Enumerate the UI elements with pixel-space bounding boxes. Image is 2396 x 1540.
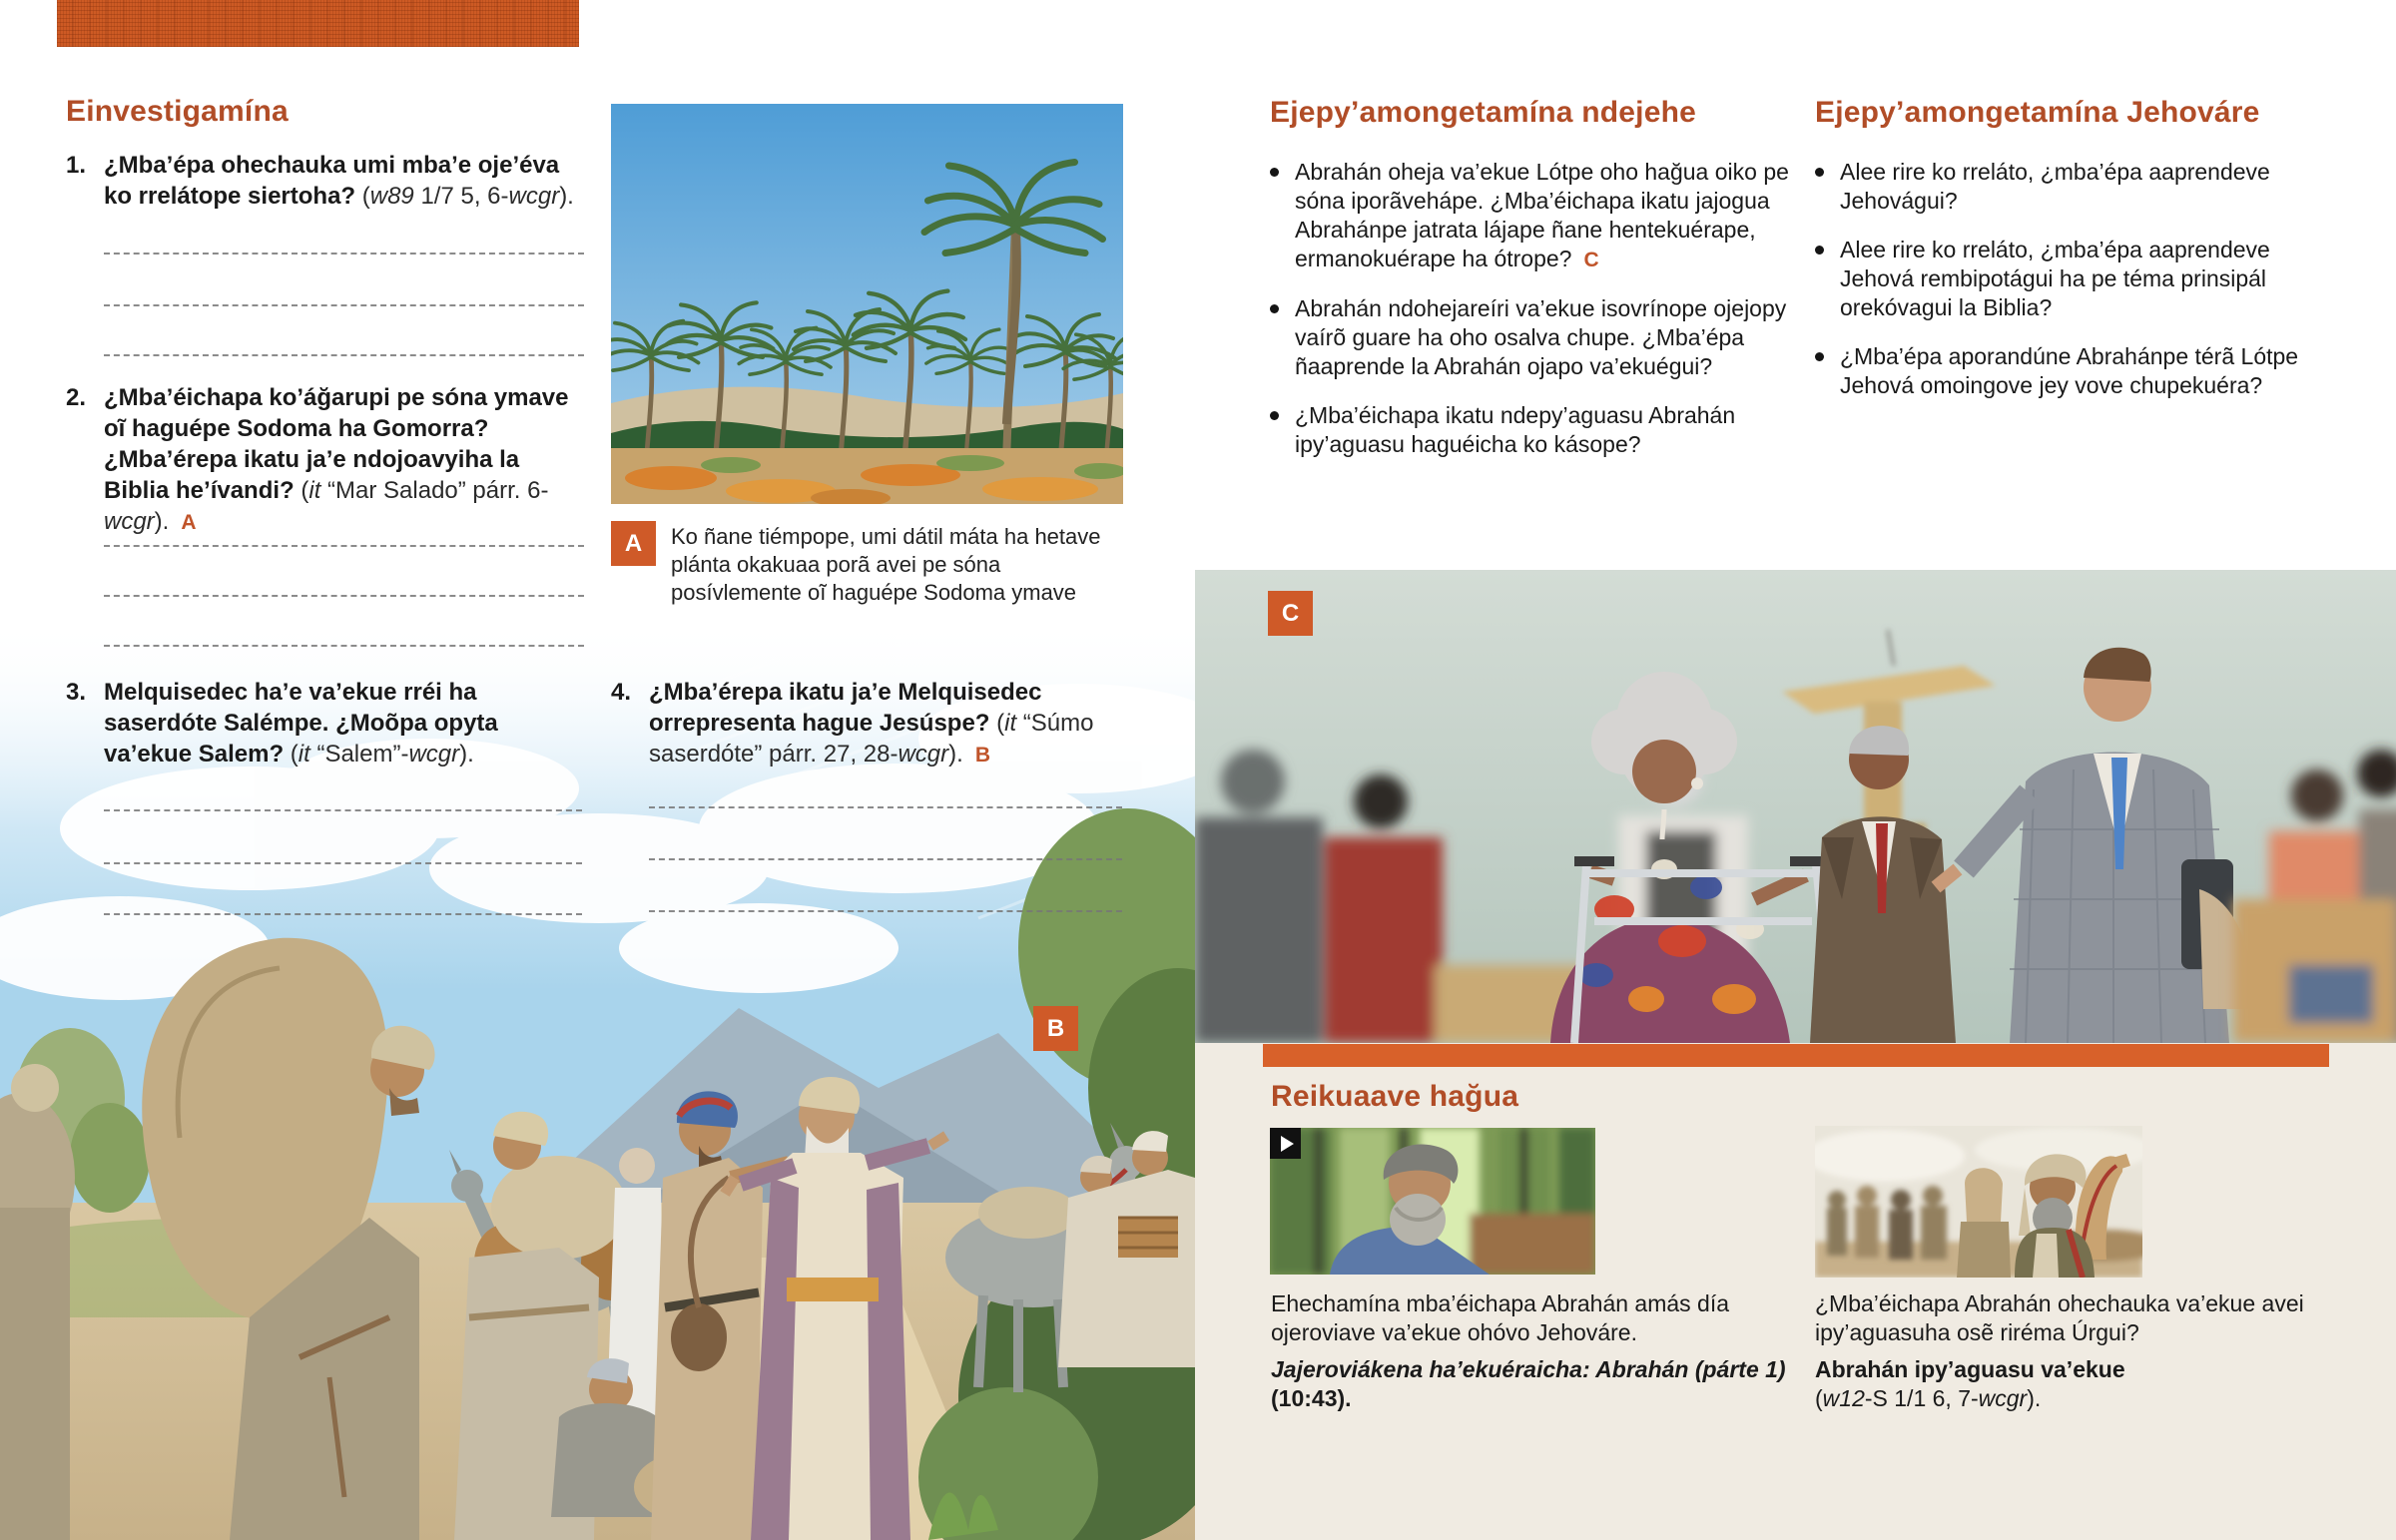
- decor-texture-bar: [57, 0, 579, 47]
- answer-line: [104, 913, 582, 915]
- image-marker-b: B: [974, 744, 990, 767]
- video-thumbnail-scene-icon: [1270, 1128, 1595, 1275]
- question-3: [66, 677, 585, 770]
- bullet-item: [1270, 401, 1801, 459]
- bullet-text: Alee rire ko rreláto, ¿mba’épa aaprendeve Jehová rembipotágui ha pe téma prinsipál orekóvagui la Biblia?: [1840, 237, 2270, 320]
- learn-more-title: Reikuaave hağua: [1271, 1080, 1519, 1113]
- bullet-item: [1270, 294, 1801, 381]
- photo-badge-c: C: [1268, 591, 1313, 636]
- play-button[interactable]: [1270, 1128, 1301, 1159]
- question-4-text: ¿Mba’érepa ikatu ja’e Melquisedec orrepresenta hague Jesúspe?: [649, 679, 1042, 737]
- answer-line: [104, 595, 584, 597]
- video-item-text: [1271, 1289, 1810, 1413]
- congregation-photo: [1195, 570, 2396, 1043]
- answer-line: [104, 253, 584, 255]
- question-1: [66, 150, 585, 212]
- question-4: [611, 677, 1125, 770]
- publication-item-text: [1815, 1289, 2354, 1413]
- video-duration: (10:43).: [1271, 1385, 1352, 1411]
- question-3-number: 3.: [66, 679, 87, 706]
- publication-description: ¿Mba’éichapa Abrahán ohechauka va’ekue avei ipy’aguasuha osẽ riréma Úrgui?: [1815, 1290, 2304, 1345]
- publication-title-link[interactable]: Abrahán ipy’aguasu va’ekue: [1815, 1356, 2125, 1382]
- caption-badge-a: A: [611, 521, 656, 566]
- video-title-link[interactable]: Jajeroviákena ha’ekuéraicha: Abrahán (párte 1): [1271, 1356, 1786, 1382]
- question-2-number: 2.: [66, 384, 87, 411]
- bullet-text: Abrahán ndohejareíri va’ekue isovrínope ojejopy vaírõ guare ha oho osalva chupe. ¿Mba’épa ñaaprende la Abrahán ojapo va’ekuégui?: [1295, 295, 1787, 379]
- palm-grove-scene-icon: [611, 104, 1123, 504]
- column-meditate-self: [1270, 96, 1801, 479]
- question-2-text: ¿Mba’éichapa ko’áğarupi pe sóna ymave oĩ haguépe Sodoma ha Gomorra? ¿Mba’érepa ikatu ja’e ndojoavyiha la Biblia he’ívandi?: [104, 384, 569, 504]
- answer-line: [649, 858, 1122, 860]
- answer-line: [649, 806, 1122, 808]
- bullet-text: ¿Mba’éichapa ikatu ndepy’aguasu Abrahán ipy’aguasu haguéicha ko kásope?: [1295, 402, 1736, 457]
- answer-line: [104, 545, 584, 547]
- column-self-title: Ejepy’amongetamína ndejehe: [1270, 96, 1696, 129]
- question-1-reference: (w89 1/7 5, 6-wcgr).: [355, 183, 574, 210]
- bullet-item: [1815, 342, 2341, 400]
- answer-line: [104, 645, 584, 647]
- bullet-icon: [1270, 168, 1279, 177]
- bullet-item: [1815, 158, 2341, 216]
- palm-grove-photo: [611, 104, 1123, 504]
- question-4-number: 4.: [611, 679, 632, 706]
- publication-thumbnail[interactable]: [1815, 1126, 2142, 1278]
- question-2-reference: (it “Mar Salado” párr. 6-wcgr).: [104, 477, 549, 535]
- image-marker-c: C: [1583, 249, 1599, 271]
- illustration-badge-b: B: [1033, 1006, 1078, 1051]
- bullet-item: [1815, 236, 2341, 322]
- bullet-text: Abrahán oheja va’ekue Lótpe oho hağua oiko pe sóna iporãvehápe. ¿Mba’éichapa ikatu jajogua Abrahánpe jatrata lájape ñane hentekuérape, ermanokuérape ha ótrope? C: [1295, 159, 1789, 271]
- video-description: Ehechamína mba’éichapa Abrahán amás día ojeroviave va’ekue ohóvo Jehováre.: [1271, 1290, 1730, 1345]
- question-1-number: 1.: [66, 152, 87, 179]
- answer-line: [104, 304, 584, 306]
- answer-line: [104, 354, 584, 356]
- image-marker-a: A: [181, 511, 197, 534]
- publication-thumbnail-scene-icon: [1815, 1126, 2142, 1278]
- answer-line: [649, 910, 1122, 912]
- question-3-reference: (it “Salem”-wcgr).: [284, 741, 474, 768]
- bullet-text: ¿Mba’épa aporandúne Abrahánpe térã Lótpe Jehová omoingove jey vove chupekuéra?: [1840, 343, 2299, 398]
- video-thumbnail[interactable]: [1270, 1128, 1595, 1275]
- column-meditate-jehovah: [1815, 96, 2341, 420]
- question-2: [66, 382, 585, 538]
- bullet-item: [1270, 158, 1801, 274]
- answer-line: [104, 862, 582, 864]
- publication-reference: (w12-S 1/1 6, 7-wcgr).: [1815, 1385, 2042, 1411]
- bullet-icon: [1815, 352, 1824, 361]
- congregation-scene-icon: [1195, 570, 2396, 1043]
- caption-a-text: Ko ñane tiémpope, umi dátil máta ha hetave plánta okakuaa porã avei pe sóna posívlemente oĩ haguépe Sodoma ymave: [671, 524, 1101, 605]
- bullet-icon: [1270, 411, 1279, 420]
- bullet-icon: [1815, 168, 1824, 177]
- divider-bar: [1263, 1044, 2329, 1067]
- play-icon: [1281, 1136, 1294, 1152]
- answer-line: [104, 809, 582, 811]
- section-title-investigate: Einvestigamína: [66, 95, 289, 128]
- question-4-reference: (it “Súmo saserdóte” párr. 27, 28-wcgr).: [649, 710, 1094, 768]
- question-3-text: Melquisedec ha’e va’ekue rréi ha saserdóte Salémpe. ¿Moõpa opyta va’ekue Salem?: [104, 679, 498, 768]
- bullet-icon: [1270, 304, 1279, 313]
- bullet-icon: [1815, 246, 1824, 255]
- question-1-text: ¿Mba’épa ohechauka umi mba’e oje’éva ko rrelátope siertoha?: [104, 152, 560, 210]
- bullet-text: Alee rire ko rreláto, ¿mba’épa aaprendeve Jehovágui?: [1840, 159, 2270, 214]
- column-jehovah-title: Ejepy’amongetamína Jehováre: [1815, 96, 2260, 129]
